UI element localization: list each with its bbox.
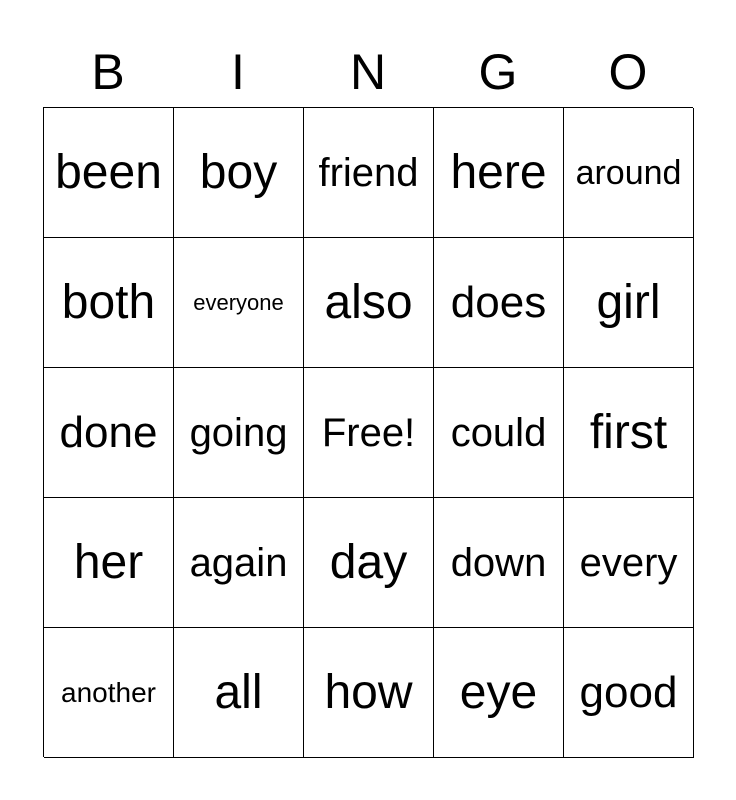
bingo-cell: around bbox=[564, 108, 694, 238]
bingo-cell: another bbox=[44, 628, 174, 758]
bingo-cell: boy bbox=[174, 108, 304, 238]
bingo-cell: both bbox=[44, 238, 174, 368]
bingo-cell: does bbox=[434, 238, 564, 368]
bingo-cell: good bbox=[564, 628, 694, 758]
bingo-cell: day bbox=[304, 498, 434, 628]
bingo-cell: friend bbox=[304, 108, 434, 238]
bingo-cell: eye bbox=[434, 628, 564, 758]
bingo-cell: down bbox=[434, 498, 564, 628]
header-letter-o: O bbox=[608, 44, 648, 100]
header-letter-b: B bbox=[91, 44, 125, 100]
bingo-cell: girl bbox=[564, 238, 694, 368]
header-letter-g: G bbox=[478, 44, 518, 100]
bingo-cell: been bbox=[44, 108, 174, 238]
bingo-header bbox=[43, 40, 693, 104]
bingo-cell: also bbox=[304, 238, 434, 368]
bingo-cell: every bbox=[564, 498, 694, 628]
bingo-cell: all bbox=[174, 628, 304, 758]
bingo-cell: here bbox=[434, 108, 564, 238]
bingo-board bbox=[43, 107, 693, 757]
bingo-cell: could bbox=[434, 368, 564, 498]
bingo-cell: how bbox=[304, 628, 434, 758]
bingo-cell: her bbox=[44, 498, 174, 628]
free-space-cell: Free! bbox=[304, 368, 434, 498]
header-letter-i: I bbox=[231, 44, 245, 100]
header-letter-n: N bbox=[349, 44, 387, 100]
bingo-cell: everyone bbox=[174, 238, 304, 368]
bingo-cell: first bbox=[564, 368, 694, 498]
bingo-cell: done bbox=[44, 368, 174, 498]
bingo-cell: going bbox=[174, 368, 304, 498]
bingo-cell: again bbox=[174, 498, 304, 628]
